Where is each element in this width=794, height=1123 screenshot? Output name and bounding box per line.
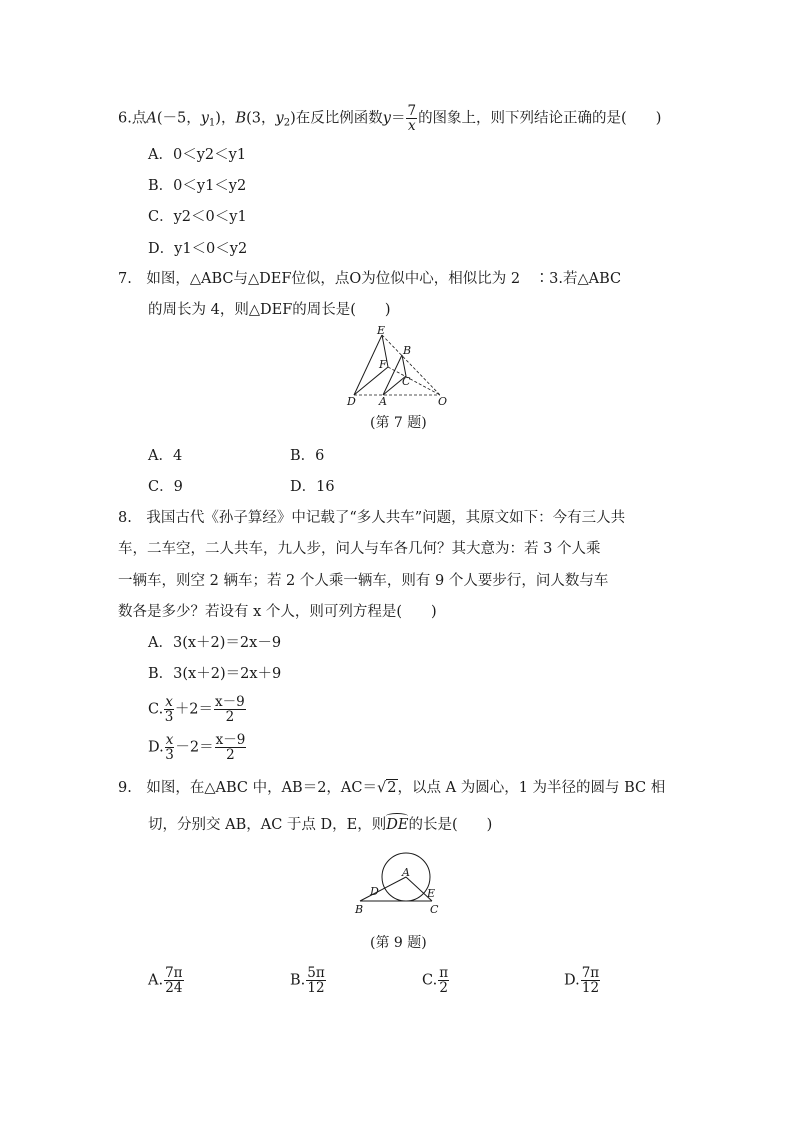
q6-opt-d-label: D． [148,241,175,257]
q6-fraction [406,104,417,133]
q9-opt-d-label: D. [564,972,580,989]
q7-stem-line2: 的周长为 4，则△DEF的周长是( ) [148,302,391,318]
q7-label-c: C [402,375,411,388]
q8-stem-line2: 车，二车空，二人共车，九人步，问人与车各几何？其大意为：若 3 个人乘 [118,541,601,557]
q6-opt-d-text: y1＜0＜y2 [174,241,248,257]
q7-option-a[interactable]: A．4 [148,448,183,464]
q9-label-d: D [370,885,379,898]
q9-opt-c-den: 2 [439,980,448,996]
q6-close: )， [215,110,236,127]
q6-stem-prefix: 6.点 [118,110,147,127]
q9-opt-a-label: A. [148,972,164,989]
q9-opt-c-frac [438,966,449,995]
q9-opt-b-den: 12 [307,980,325,996]
q9-option-b[interactable] [290,966,327,995]
q8-opt-d-den2: 2 [226,747,235,763]
q9-line2-a: 切，分别交 AB，AC 于点 D，E，则 [148,817,387,833]
q9-opt-b-label: B. [290,972,306,989]
q9-label-c: C [430,903,439,916]
q8-opt-c-num2: x－9 [215,694,245,710]
q9-opt-d-den: 12 [581,980,600,996]
q7-label-o: O [438,395,448,408]
q7-option-d[interactable]: D．16 [290,479,335,495]
q6-frac-den: x [407,118,416,134]
q6-opt-b-label: B． [148,178,174,194]
q8-option-c[interactable] [148,695,247,724]
q6-sub2: 2 [283,117,291,129]
q8-opt-d-num2: x－9 [215,732,246,748]
q9-arc-de: DE [386,817,409,833]
q8-opt-c-label: C. [148,701,164,718]
q6-stem-tail: 的图象上，则下列结论正确的是( ) [418,110,662,127]
q7-segment-df [354,367,388,395]
q9-line1-a: 9. 如图，在△ABC 中，AB＝2，AC＝ [118,780,378,796]
q7-label-a: A [379,395,387,408]
q8-option-a[interactable]: A．3(x＋2)＝2x－9 [148,635,282,651]
q6-a-coord: (－5， [156,110,201,127]
q8-option-b[interactable]: B．3(x＋2)＝2x＋9 [148,666,282,682]
q6-point-a: A [146,110,157,127]
q8-opt-c-den1: 3 [164,709,174,725]
q9-opt-a-num: 7π [165,965,183,981]
q7-dashed-fo [388,367,440,395]
q8-opt-d-frac1 [165,733,175,762]
q9-opt-b-frac [306,966,325,995]
q8-opt-d-mid: －2＝ [175,739,214,756]
q9-sqrt-value: 2 [387,780,397,796]
q8-opt-c-den2: 2 [225,709,235,725]
q8-opt-d-label: D. [148,739,164,756]
q9-caption: (第 9 题) [370,935,427,951]
q9-opt-d-num: 7π [581,965,600,981]
q6-option-d[interactable] [148,239,247,259]
q9-option-a[interactable] [148,966,185,995]
q7-label-b: B [403,344,412,357]
q7-label-e: E [377,325,386,337]
q6-b-close: )在反比例函数 [290,110,383,127]
q9-opt-d-frac [581,966,600,995]
q6-opt-b-text: 0＜y1＜y2 [173,178,247,194]
q9-stem-line1 [118,778,665,798]
q7-stem-line1: 7. 如图，△ABC与△DEF位似，点O为位似中心，相似比为 2 ∶3.若△ABC [118,271,622,287]
q9-opt-c-num: π [439,965,449,981]
q6-y2: y [275,110,284,127]
q8-opt-d-den1: 3 [165,747,174,763]
q9-opt-c-label: C. [422,972,438,989]
q6-option-b[interactable] [148,176,246,196]
q9-sqrt-sign: √ [377,780,387,796]
q8-opt-c-mid: ＋2＝ [174,701,214,718]
q7-label-f: F [379,358,387,371]
q8-opt-d-num1: x [165,732,174,748]
q6-opt-a-text: 0＜y2＜y1 [172,147,247,163]
q9-opt-a-den: 24 [165,980,183,996]
q9-opt-a-frac [164,966,183,995]
q9-option-c[interactable] [422,966,450,995]
q9-label-e: E [427,887,436,900]
q6-stem [118,104,661,134]
q9-line2-b: 的长是( ) [408,817,493,833]
q6-option-a[interactable] [148,145,246,165]
q8-stem-line3: 一辆车，则空 2 辆车；若 2 个人乘一辆车，则有 9 个人要步行，问人数与车 [118,573,609,589]
q7-label-d: D [347,395,356,408]
q7-caption: (第 7 题) [370,415,427,431]
q6-y1: y [200,110,209,127]
q6-opt-c-label: C． [148,209,174,225]
q8-stem-line1: 8. 我国古代《孙子算经》中记载了“多人共车”问题，其原文如下：今有三人共 [118,510,626,526]
q9-opt-b-num: 5π [307,965,325,981]
q8-stem-line4: 数各是多少？若设有 x 个人，则可列方程是( ) [118,604,437,620]
q7-option-c[interactable]: C．9 [148,479,183,495]
q8-option-d[interactable] [148,733,247,762]
q9-line1-b: ，以点 A 为圆心，1 为半径的圆与 BC 相 [397,780,666,796]
q9-figure [350,850,450,922]
q9-segment-ab [360,877,406,901]
q9-label-b: B [355,903,364,916]
q7-option-b[interactable]: B．6 [290,448,325,464]
q6-opt-c-text: y2＜0＜y1 [173,209,247,225]
q7-segment-de [354,335,382,395]
q6-func-y: y [382,110,391,127]
q6-opt-a-label: A． [148,147,173,163]
q6-option-c[interactable] [148,207,247,227]
q8-opt-c-frac1 [164,695,174,724]
q9-label-a: A [402,866,410,879]
q8-opt-c-frac2 [214,695,246,724]
q6-point-b: B [235,110,247,127]
q6-sub1: 1 [208,117,216,129]
q8-opt-c-num1: x [165,694,173,710]
q7-figure [340,325,460,410]
q9-option-d[interactable] [564,966,601,995]
q9-stem-line2 [148,815,492,835]
q6-equals: ＝ [390,110,406,127]
q8-opt-d-frac2 [215,733,247,762]
q6-b-coord: (3， [246,110,276,127]
q6-frac-num: 7 [407,103,417,119]
